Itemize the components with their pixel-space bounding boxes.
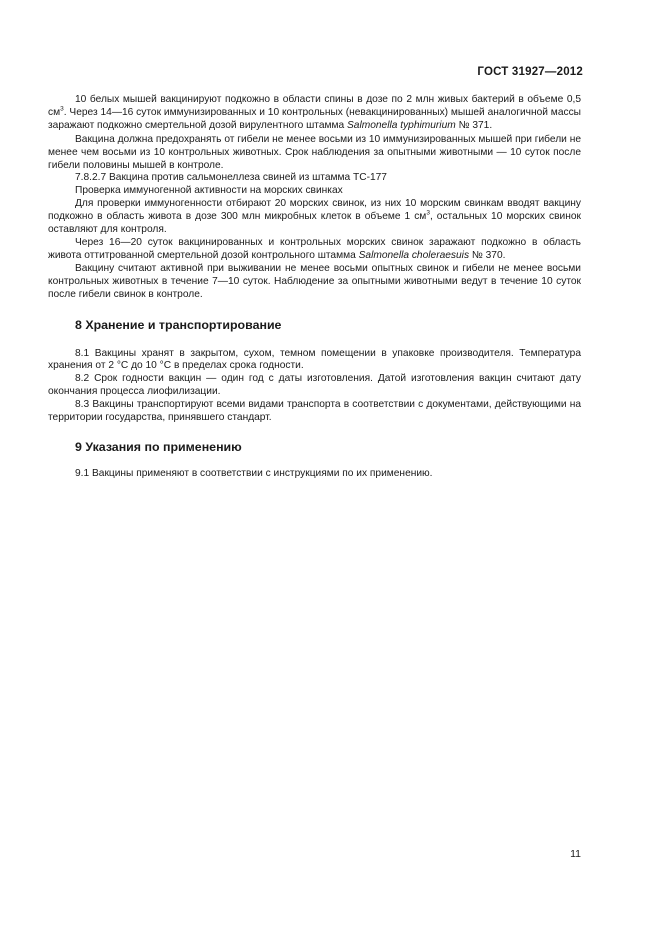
paragraph-vaccine-activity: Вакцину считают активной при выживании не менее восьми опытных свинок и гибели не менее восьми контрольных животных в течение 7—10 суток. Наблюдение за опытными животными ведут в течение 10 суток после гибели свинок в контроле.	[48, 262, 581, 300]
section-9-title: 9 Указания по применению	[75, 439, 242, 454]
paragraph-mice-protection: Вакцина должна предохранять от гибели не менее восьми из 10 иммунизированных мышей при гибели не менее чем восьми из 10 контрольных животных. Срок наблюдения за опытными животными — 10 суток после гибели половины мышей в контроле.	[48, 133, 581, 171]
paragraph-guinea-pig-infection: Через 16—20 суток вакцинированных и контрольных морских свинок заражают подкожно в область живота оттитрованной смертельной дозой контрольного штамма Salmonella choleraesuis № 370.	[48, 236, 581, 261]
paragraph-8-1: 8.1 Вакцины хранят в закрытом, сухом, темном помещении в упаковке производителя. Температура хранения от 2 °С до 10 °С в пределах срока годности.	[48, 347, 581, 372]
paragraph-mice-vaccination: 10 белых мышей вакцинируют подкожно в области спины в дозе по 2 млн живых бактерий в объеме 0,5 $см^3$. Через 14—16 суток иммунизированных и 10 контрольных (невакцинированных) мышей аналогичной массы заражают подкожно смертельной дозой вирулентного штамма Salmonella typhimurium № 371.	[48, 94, 581, 131]
section-8-title: 8 Хранение и транспортирование	[75, 317, 282, 332]
paragraph-guinea-pig-check: Проверка иммуногенной активности на морских свинках	[75, 185, 343, 197]
document-number-header: ГОСТ 31927—2012	[477, 66, 583, 78]
paragraph-9-1: 9.1 Вакцины применяют в соответствии с инструкциями по их применению.	[75, 467, 433, 479]
page-number: 11	[570, 848, 581, 860]
page-body	[48, 94, 581, 481]
paragraph-clause-7-8-2-7: 7.8.2.7 Вакцина против сальмонеллеза свиней из штамма ТС-177	[75, 172, 387, 184]
paragraph-8-2: 8.2 Срок годности вакцин — один год с даты изготовления. Датой изготовления вакцин считают дату окончания процесса лиофилизации.	[48, 373, 581, 398]
paragraph-8-3: 8.3 Вакцины транспортируют всеми видами транспорта в соответствии с документами, действующими на территории государства, принявшего стандарт.	[48, 399, 581, 424]
paragraph-guinea-pig-selection: Для проверки иммуногенности отбирают 20 морских свинок, из них 10 морским свинкам вводят вакцину подкожно в область живота в дозе 300 млн микробных клеток в объеме 1 $см^3$, остальных 10 морских свинок оставляют для контроля.	[48, 198, 581, 236]
